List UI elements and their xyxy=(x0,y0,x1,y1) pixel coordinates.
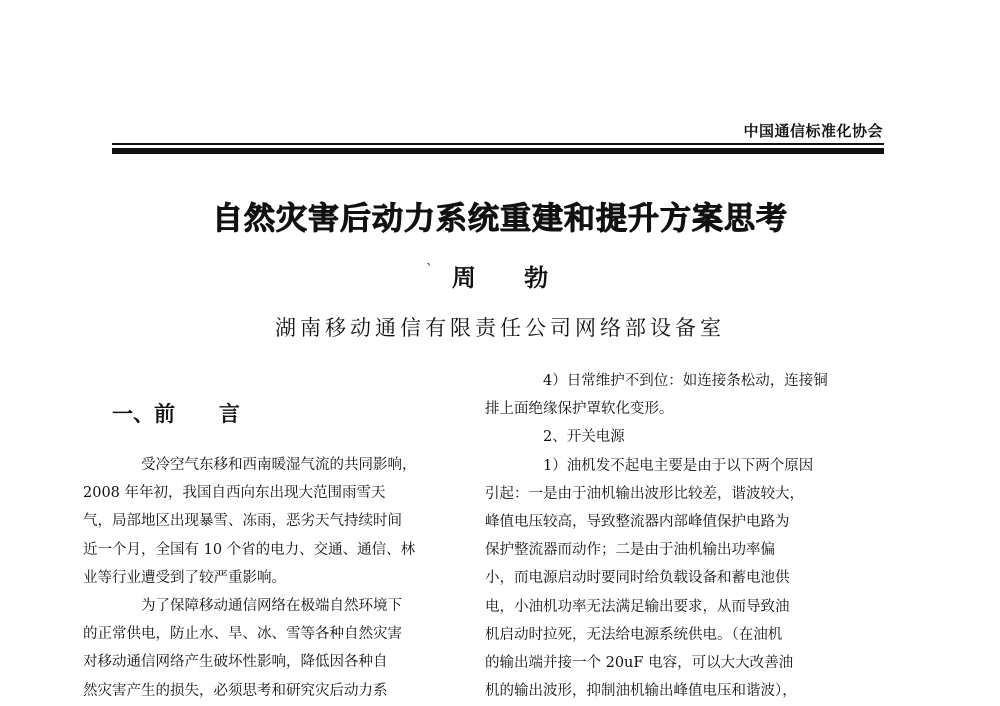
text-line: 排上面绝缘保护罩软化变形。 xyxy=(485,401,674,418)
paragraph-item-1 xyxy=(485,452,886,706)
text-line: 4）日常维护不到位：如连接条松动，连接铜 xyxy=(543,373,828,389)
text-line: 近一个月，全国有 10 个省的电力、交通、通信、林 xyxy=(83,541,416,558)
text-line: 业等行业遭受到了较严重影响。 xyxy=(83,569,286,586)
text-line: 然灾害产生的损失，必须思考和研究灾后动力系 xyxy=(83,682,388,699)
article-author: 周 勃 xyxy=(451,263,569,292)
text-line: 的输出端并接一个 20uF 电容，可以大大改善油 xyxy=(485,655,794,672)
header-rule-thick xyxy=(112,148,884,154)
text-line: 引起：一是由于油机输出波形比较差，谐波较大， xyxy=(485,485,804,502)
text-line: 2008 年年初，我国自西向东出现大范围雨雪天 xyxy=(83,485,386,502)
text-line: 的正常供电，防止水、旱、冰、雪等各种自然灾害 xyxy=(83,626,402,643)
text-line: 保护整流器而动作；二是由于油机输出功率偏 xyxy=(485,542,775,559)
text-line: 受冷空气东移和西南暖湿气流的共同影响， xyxy=(141,457,417,473)
tick-mark: ˋ xyxy=(426,262,433,278)
text-line: 电，小油机功率无法满足输出要求，从而导致油 xyxy=(485,598,790,615)
right-column xyxy=(485,367,886,705)
section-heading-introduction: 一、前 言 xyxy=(112,402,240,426)
article-affiliation: 湖南移动通信有限责任公司网络部设备室 xyxy=(275,316,725,340)
paragraph-intro-1 xyxy=(83,451,484,592)
article-title: 自然灾害后动力系统重建和提升方案思考 xyxy=(212,201,788,237)
text-line: 机的输出波形，抑制油机输出峰值电压和谐波）， xyxy=(485,683,797,700)
text-line: 峰值电压较高，导致整流器内部峰值保护电路为 xyxy=(485,514,790,531)
paragraph-intro-2 xyxy=(83,592,484,705)
text-line: 2、开关电源 xyxy=(543,429,625,446)
text-line: 为了保障移动通信网络在极端自然环境下 xyxy=(141,598,402,615)
text-line: 气，局部地区出现暴雪、冻雨，恶劣天气持续时间 xyxy=(83,513,402,530)
text-line: 对移动通信网络产生破坏性影响，降低因各种自 xyxy=(83,654,388,671)
text-line: 小，而电源启动时要同时给负载设备和蓄电池供 xyxy=(485,570,790,587)
paragraph-item-4 xyxy=(485,367,886,423)
header-organization: 中国通信标准化协会 xyxy=(743,122,883,140)
left-column xyxy=(83,451,484,705)
text-line: 1）油机发不起电主要是由于以下两个原因 xyxy=(543,457,814,474)
text-line: 机启动时拉死，无法给电源系统供电。（在油机 xyxy=(485,626,783,643)
subheading-switching-power xyxy=(514,423,886,451)
header-rule-thin xyxy=(112,143,884,145)
